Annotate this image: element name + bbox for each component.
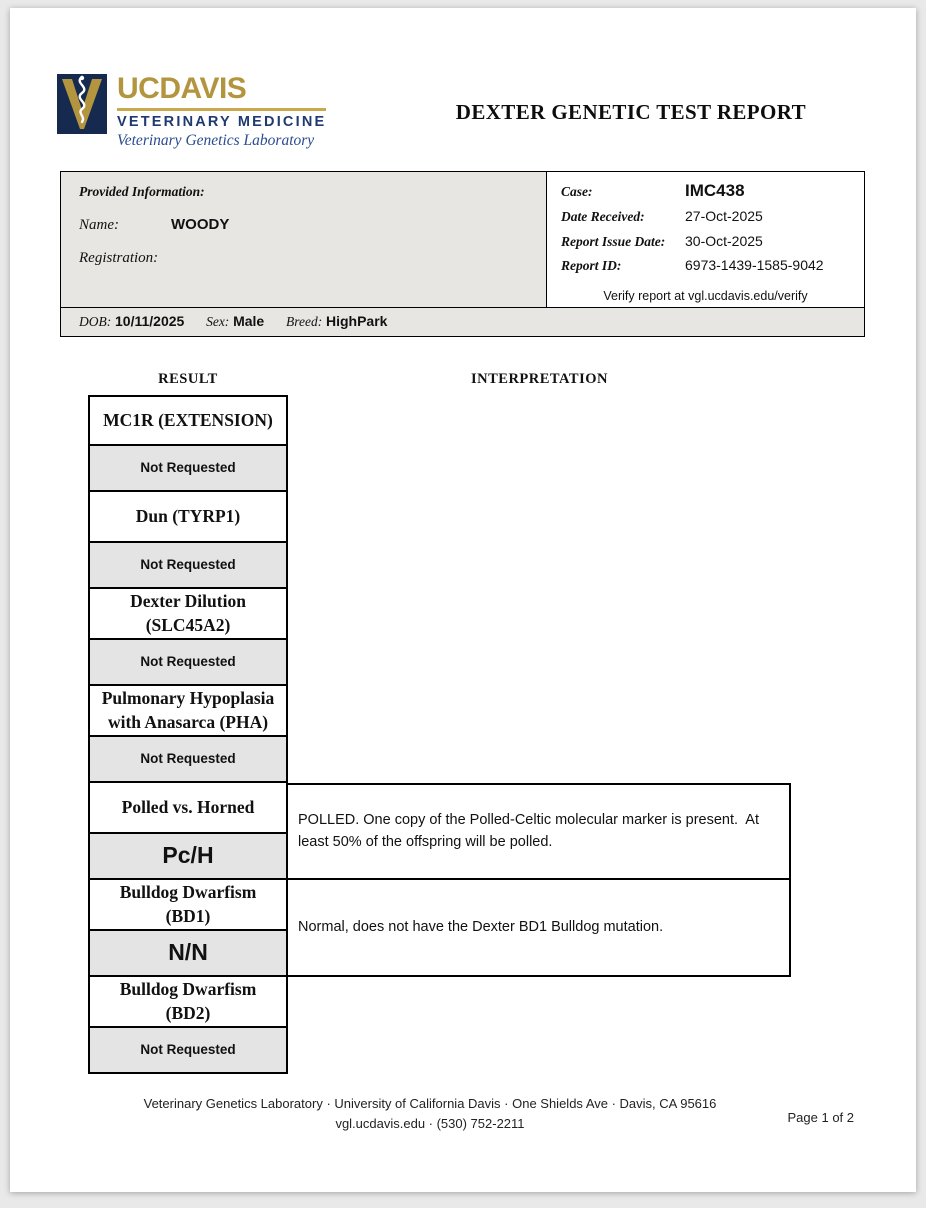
case-label: Case: (561, 184, 593, 199)
brand-wordmark (117, 74, 326, 104)
vet-caduceus-icon (57, 74, 107, 134)
breed-label: Breed: (285, 313, 323, 329)
masthead (10, 8, 916, 150)
test-result-cell: Not Requested (88, 737, 288, 783)
name-row (79, 216, 528, 234)
date-received-row (561, 206, 850, 228)
date-received-label: Date Received: (561, 208, 645, 224)
report-id-row (561, 255, 850, 277)
test-name-cell: MC1R (EXTENSION) (88, 395, 288, 446)
interpretation-box-polled (286, 783, 791, 880)
test-name-cell: Dun (TYRP1) (88, 492, 288, 543)
report-page (10, 8, 916, 1192)
interpretation-text: Normal, does not have the Dexter BD1 Bulldog mutation. (298, 918, 664, 935)
test-result-cell: Not Requested (88, 446, 288, 492)
dob-label: DOB: (79, 313, 112, 329)
test-result-cell: Not Requested (88, 1028, 288, 1074)
gold-divider (117, 108, 326, 111)
issue-date-row (561, 231, 850, 253)
test-name-cell: Dexter Dilution (SLC45A2) (88, 589, 288, 640)
case-row (561, 180, 850, 203)
test-name-cell: Polled vs. Horned (88, 783, 288, 834)
animal-info-row (61, 307, 865, 336)
verify-report-note: Verify report at vgl.ucdavis.edu/verify (603, 288, 808, 303)
ucdavis-logo (57, 74, 326, 150)
sex-label: Sex: (206, 313, 230, 329)
case-info-box (547, 172, 865, 308)
registration-row (79, 249, 528, 267)
provided-info-heading: Provided Information: (79, 184, 205, 199)
results-grid (88, 395, 791, 1074)
provided-information-box (61, 172, 547, 308)
results-headers (88, 371, 791, 395)
brand-davis: DAVIS (159, 72, 247, 105)
test-name-cell: Bulldog Dwarfism (BD2) (88, 977, 288, 1028)
name-label: Name: (79, 217, 119, 233)
logo-text (117, 74, 326, 150)
result-column-header: RESULT (158, 370, 218, 387)
page-number: Page 1 of 2 (787, 1110, 854, 1125)
date-received-value: 27-Oct-2025 (685, 207, 763, 224)
footer (60, 1094, 800, 1134)
name-value: WOODY (171, 216, 230, 233)
sex-value: Male (233, 312, 265, 329)
dob-value: 10/11/2025 (115, 312, 185, 329)
results-section (88, 371, 791, 1074)
test-name-cell: Pulmonary Hypoplasia with Anasarca (PHA) (88, 686, 288, 737)
footer-address: Veterinary Genetics Laboratory · University of California Davis · One Shields Ave · Davis, CA 95616 (143, 1096, 717, 1111)
registration-label: Registration: (79, 250, 159, 266)
test-result-cell: Not Requested (88, 543, 288, 589)
brand-lab-name: Veterinary Genetics Laboratory (117, 132, 315, 149)
brand-unit: VETERINARY MEDICINE (117, 114, 327, 130)
case-number: IMC438 (685, 181, 745, 200)
test-result-cell: Not Requested (88, 640, 288, 686)
header-info-block (60, 171, 865, 337)
interpretation-text: POLLED. One copy of the Polled-Celtic molecular marker is present. At least 50% of the offspring will be polled. (298, 811, 764, 851)
interpretation-column-header: INTERPRETATION (471, 370, 608, 387)
report-id-label: Report ID: (561, 258, 622, 274)
test-result-cell: Pc/H (88, 834, 288, 880)
interpretation-box-bd1 (286, 880, 791, 977)
brand-uc: UC (117, 72, 160, 105)
issue-date-label: Report Issue Date: (561, 233, 666, 249)
report-title: DEXTER GENETIC TEST REPORT (455, 100, 806, 124)
breed-value: HighPark (325, 312, 388, 329)
test-name-cell: Bulldog Dwarfism (BD1) (88, 880, 288, 931)
report-id-value: 6973-1439-1585-9042 (685, 257, 824, 274)
test-result-cell: N/N (88, 931, 288, 977)
footer-contact: vgl.ucdavis.edu · (530) 752-2211 (335, 1116, 525, 1132)
issue-date-value: 30-Oct-2025 (685, 232, 763, 249)
